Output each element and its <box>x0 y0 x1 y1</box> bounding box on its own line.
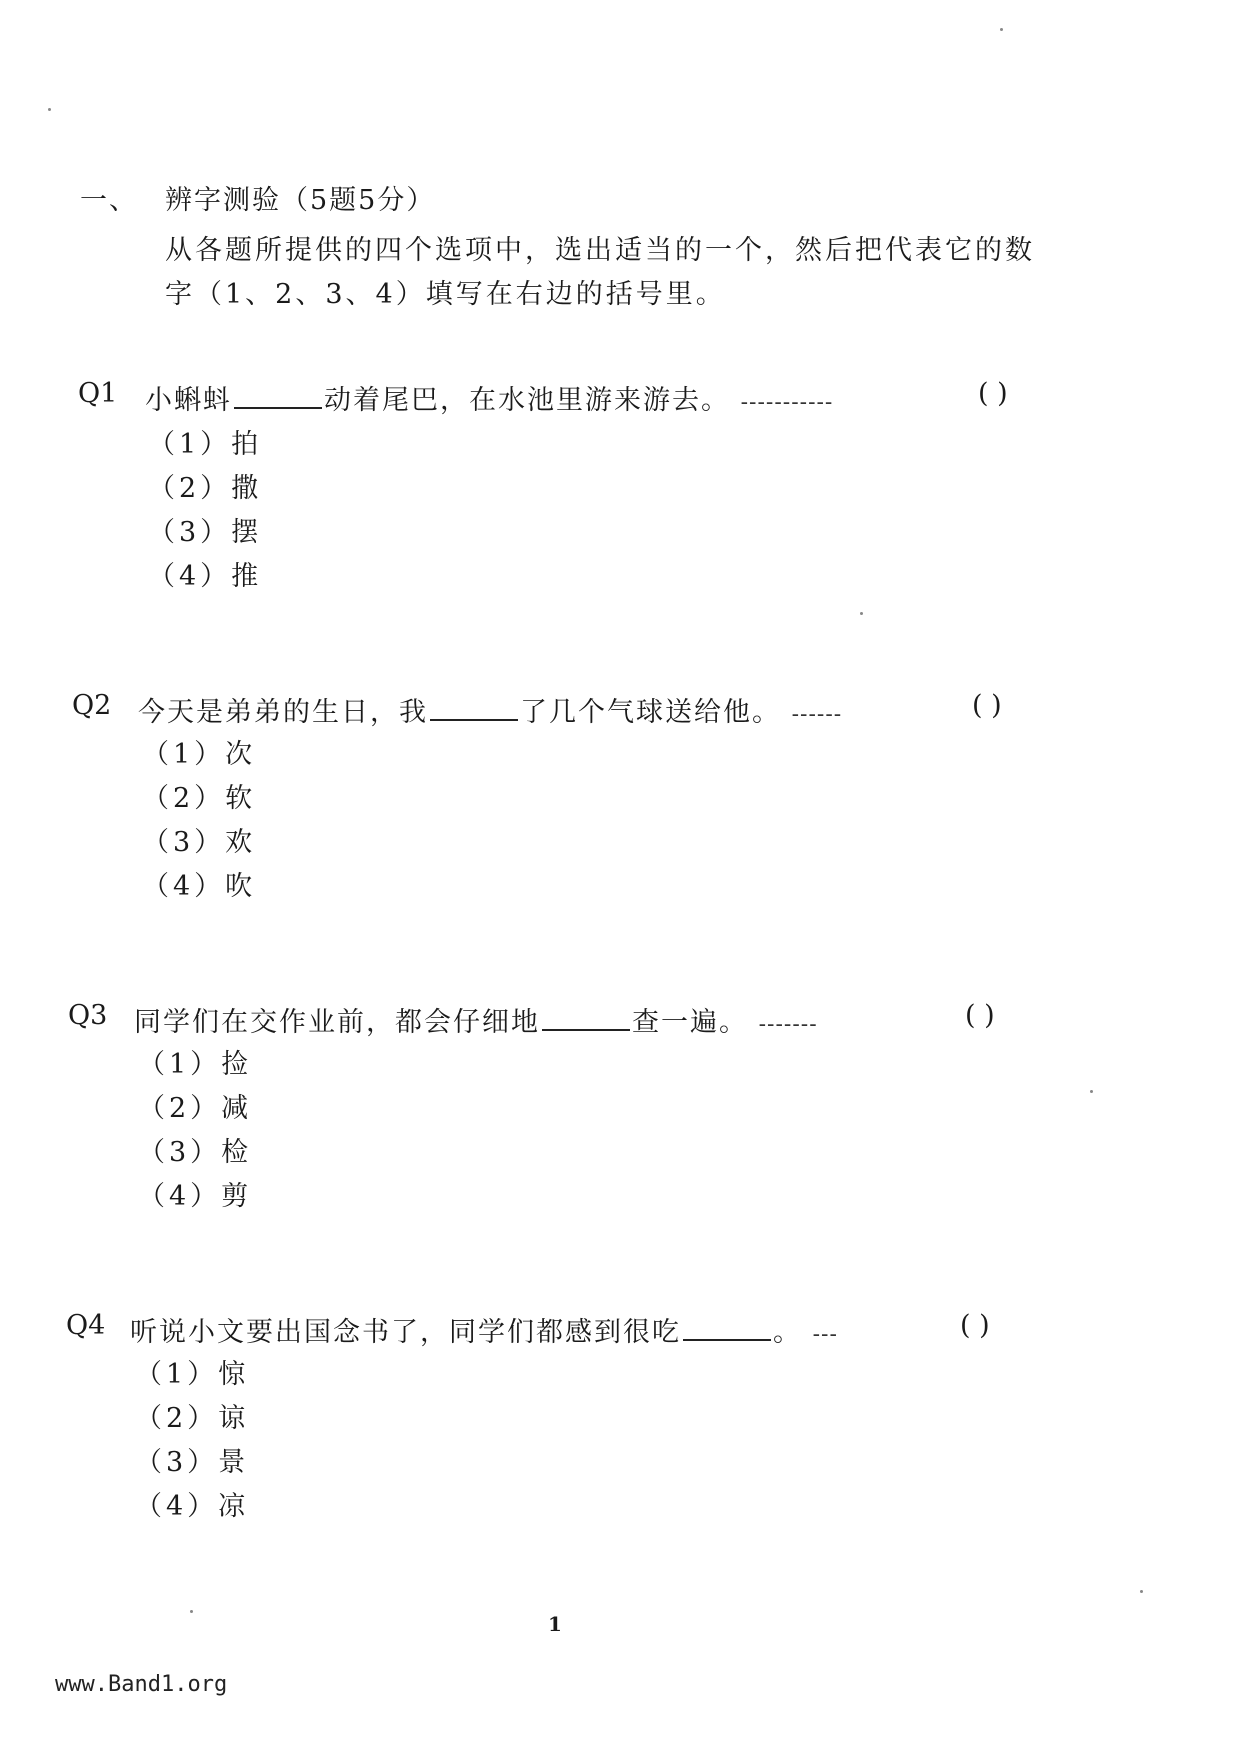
question-text-before: 同学们在交作业前，都会仔细地 <box>134 1007 540 1038</box>
option-2: （2）撒 <box>148 473 263 504</box>
answer-blank <box>430 697 518 721</box>
answer-blank <box>683 1317 771 1341</box>
option-1: （1）次 <box>142 739 257 770</box>
option-1: （1）捡 <box>138 1049 253 1080</box>
answer-parentheses[interactable]: ( ) <box>965 1000 995 1031</box>
question-dashes: --- <box>812 1322 838 1347</box>
option-4: （4）剪 <box>138 1181 253 1212</box>
question-dashes: ----------- <box>740 390 834 415</box>
question-number: Q4 <box>66 1310 106 1341</box>
section-title: 辨字测验（5题5分） <box>165 185 436 216</box>
instruction-line-1: 从各题所提供的四个选项中，选出适当的一个，然后把代表它的数 <box>165 235 1035 266</box>
question-text-after: 动着尾巴，在水池里游来游去。 <box>324 385 730 416</box>
footer-watermark[interactable]: www.Band1.org <box>55 1672 228 1697</box>
question-dashes: ------ <box>791 702 843 727</box>
answer-blank <box>542 1007 630 1031</box>
option-3: （3）检 <box>138 1137 253 1168</box>
option-4: （4）凉 <box>135 1491 250 1522</box>
question-text-after: 查一遍。 <box>632 1007 748 1038</box>
option-3: （3）欢 <box>142 827 257 858</box>
option-4: （4）吹 <box>142 871 257 902</box>
question-number: Q1 <box>78 378 118 409</box>
scan-speck <box>48 108 51 111</box>
option-3: （3）景 <box>135 1447 250 1478</box>
option-2: （2）软 <box>142 783 257 814</box>
answer-blank <box>234 385 322 409</box>
section-number: 一、 <box>80 185 138 216</box>
scan-speck <box>860 612 863 615</box>
question-number: Q2 <box>72 690 112 721</box>
option-2: （2）谅 <box>135 1403 250 1434</box>
question-text <box>138 690 842 729</box>
page-number: 1 <box>548 1612 562 1636</box>
option-3: （3）摆 <box>148 517 263 548</box>
answer-parentheses[interactable]: ( ) <box>978 378 1008 409</box>
option-2: （2）减 <box>138 1093 253 1124</box>
answer-parentheses[interactable]: ( ) <box>960 1310 990 1341</box>
question-text-after: 。 <box>773 1317 802 1348</box>
question-number: Q3 <box>68 1000 108 1031</box>
scan-speck <box>190 1610 193 1613</box>
instruction-line-2: 字（1、2、3、4）填写在右边的括号里。 <box>165 279 726 310</box>
question-dashes: ------- <box>758 1012 818 1037</box>
question-text <box>130 1310 838 1349</box>
scan-speck <box>1000 28 1003 31</box>
scan-speck <box>1090 1090 1093 1093</box>
option-1: （1）拍 <box>148 429 263 460</box>
question-text-before: 小蝌蚪 <box>145 385 232 416</box>
option-4: （4）推 <box>148 561 263 592</box>
question-text <box>145 378 833 417</box>
option-1: （1）惊 <box>135 1359 250 1390</box>
question-text <box>134 1000 818 1039</box>
scan-speck <box>1140 1590 1143 1593</box>
question-text-after: 了几个气球送给他。 <box>520 697 781 728</box>
answer-parentheses[interactable]: ( ) <box>972 690 1002 721</box>
question-text-before: 听说小文要出国念书了，同学们都感到很吃 <box>130 1317 681 1348</box>
question-text-before: 今天是弟弟的生日，我 <box>138 697 428 728</box>
